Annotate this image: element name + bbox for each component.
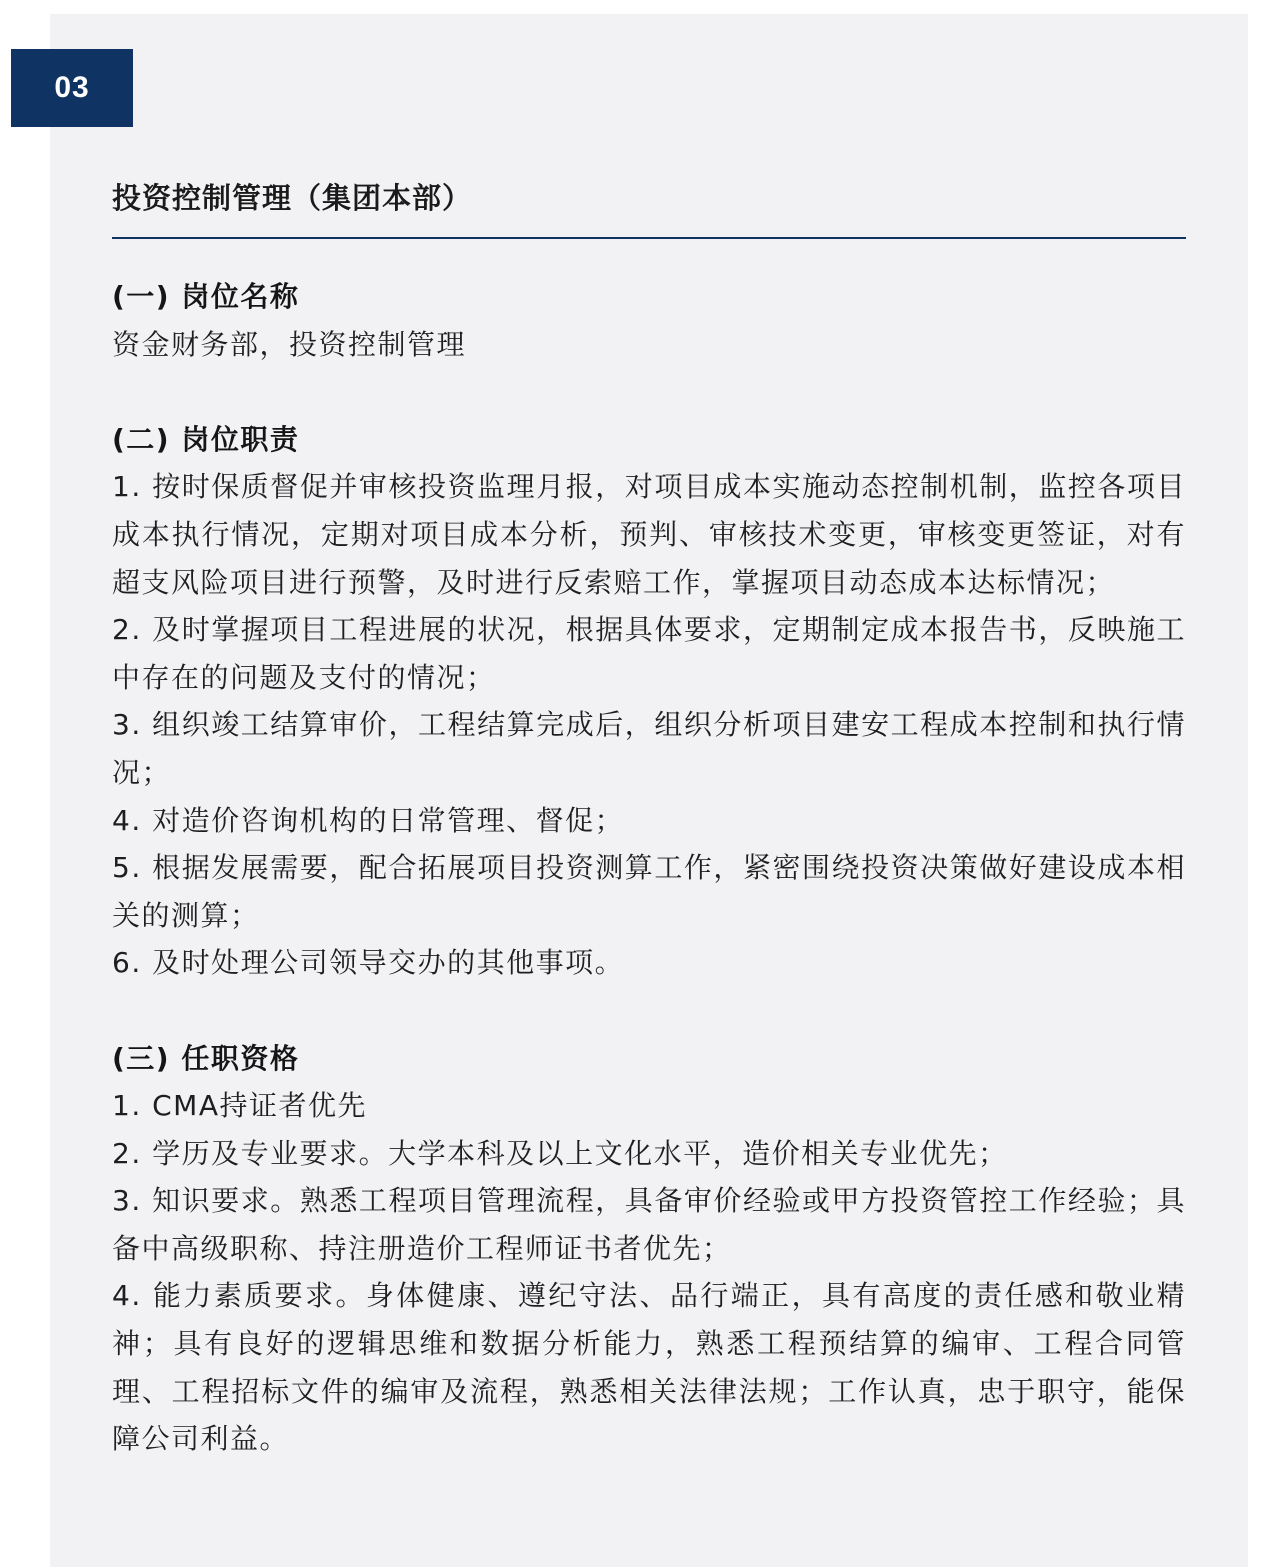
section-heading: (三) 任职资格 — [112, 1041, 300, 1075]
list-item: 5. 根据发展需要，配合拓展项目投资测算工作，紧密围绕投资决策做好建设成本相关的测算； — [112, 851, 1186, 932]
section-qualifications — [112, 1035, 1186, 1463]
section-heading: (二) 岗位职责 — [112, 422, 300, 456]
list-item: 1. CMA持证者优先 — [112, 1089, 367, 1123]
list-item: 1. 按时保质督促并审核投资监理月报，对项目成本实施动态控制机制，监控各项目成本执行情况，定期对项目成本分析，预判、审核技术变更，审核变更签证，对有超支风险项目进行预警，及时进行反索赔工作，掌握项目动态成本达标情况； — [112, 470, 1186, 599]
list-item: 6. 及时处理公司领导交办的其他事项。 — [112, 946, 625, 980]
list-item: 4. 能力素质要求。身体健康、遵纪守法、品行端正，具有高度的责任感和敬业精神；具有良好的逻辑思维和数据分析能力，熟悉工程预结算的编审、工程合同管理、工程招标文件的编审及流程，熟悉相关法律法规；工作认真，忠于职守，能保障公司利益。 — [112, 1279, 1186, 1456]
job-description — [112, 273, 1186, 1463]
section-position-name — [112, 273, 1186, 368]
list-item: 3. 组织竣工结算审价，工程结算完成后，组织分析项目建安工程成本控制和执行情况； — [112, 708, 1186, 789]
list-item: 4. 对造价咨询机构的日常管理、督促； — [112, 803, 625, 837]
section-number-badge — [11, 49, 133, 127]
section-responsibilities — [112, 416, 1186, 987]
list-item: 3. 知识要求。熟悉工程项目管理流程，具备审价经验或甲方投资管控工作经验；具备中高级职称、持注册造价工程师证书者优先； — [112, 1184, 1186, 1265]
section-number: 03 — [54, 71, 90, 104]
title-divider — [112, 237, 1186, 239]
page-title: 投资控制管理（集团本部） — [112, 181, 473, 215]
section-heading: (一) 岗位名称 — [112, 280, 300, 313]
list-item: 2. 学历及专业要求。大学本科及以上文化水平，造价相关专业优先； — [112, 1136, 1008, 1170]
list-item: 2. 及时掌握项目工程进展的状况，根据具体要求，定期制定成本报告书，反映施工中存在的问题及支付的情况； — [112, 613, 1186, 694]
section-line: 资金财务部，投资控制管理 — [112, 327, 467, 361]
